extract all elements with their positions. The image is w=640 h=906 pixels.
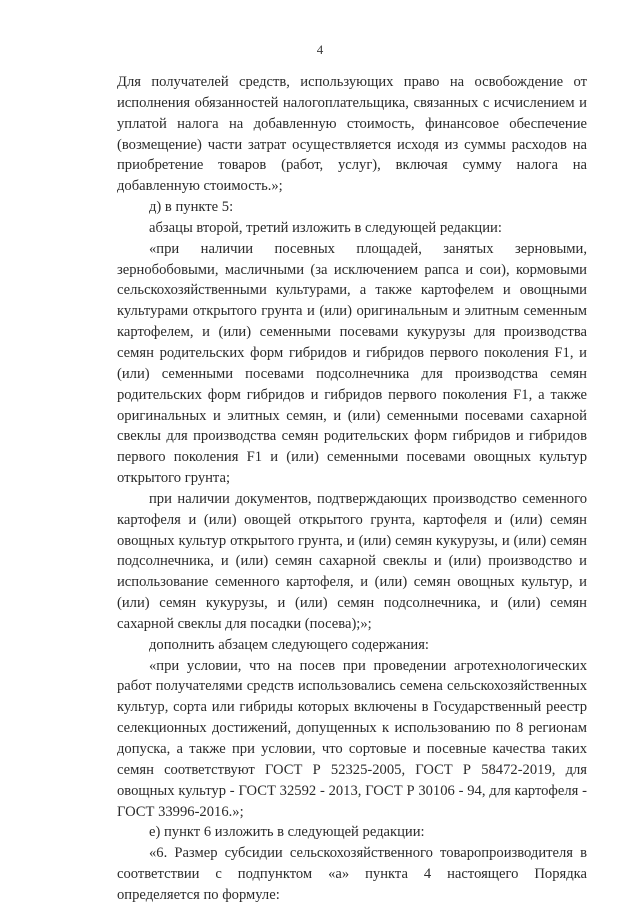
document-body <box>117 72 587 906</box>
paragraph-sowing-areas: «при наличии посевных площадей, занятых зерновыми, зернобобовыми, масличными (за исключением рапса и сои), кормовыми сельскохозяйственными культурами, а также картофелем и овощными культурами открытого грунта и (или) оригинальным и элитным семенным картофелем, и (или) семенными посевами кукурузы для производства семян родительских форм гибридов и гибридов первого поколения F1, и (или) семенными посевами подсолнечника для производства семян родительских форм гибридов и гибридов первого поколения F1, а также оригинальных и элитных семян, и (или) семенными посевами сахарной свеклы для производства семян родительских форм гибридов и гибридов первого поколения F1 и (или) семенными посевами овощных культур открытого грунта; <box>117 240 587 487</box>
paragraph-documents: при наличии документов, подтверждающих производство семенного картофеля и (или) овощей открытого грунта, картофеля и (или) семян овощных культур открытого грунта, и (или) семян кукурузы, и (или) семян подсолнечника, и (или) семян сахарной свеклы и (или) производство и использование семенного картофеля, и (или) семян овощных культур, и (или) семян кукурузы, и (или) семян подсолнечника, и (или) семян сахарной свеклы для посадки (посева);»; <box>117 490 587 632</box>
paragraph-seed-conditions: «при условии, что на посев при проведении агротехнологических работ получателями средств использовались семена сельскохозяйственных культур, сорта или гибриды которых включены в Государственный реестр селекционных достижений, допущенных к использованию по 8 регионам допуска, а также при условии, что сортовые и посевные качества таких семян соответствуют ГОСТ Р 52325-2005, ГОСТ Р 58472-2019, для овощных культур - ГОСТ 32592 - 2013, ГОСТ Р 30106 - 94, для картофеля - ГОСТ 33996-2016.»; <box>117 657 587 820</box>
paragraph-subsidy-formula: «6. Размер субсидии сельскохозяйственного товаропроизводителя в соответствии с подпунктом «а» пункта 4 настоящего Порядка определяется по формуле: <box>117 845 587 903</box>
paragraph-vat-exemption: Для получателей средств, использующих право на освобождение от исполнения обязанностей налогоплательщика, связанных с исчислением и уплатой налога на добавленную стоимость, финансовое обеспечение (возмещение) части затрат осуществляется исходя из суммы расходов на приобретение товаров (работ, услуг), включая сумму налога на добавленную стоимость.»; <box>117 74 587 195</box>
paragraph-subitem-e: е) пункт 6 изложить в следующей редакции: <box>149 824 425 841</box>
paragraph-subitem-d: д) в пункте 5: <box>149 199 234 216</box>
paragraph-abzatsy-intro: абзацы второй, третий изложить в следующей редакции: <box>149 219 502 236</box>
paragraph-supplement-intro: дополнить абзацем следующего содержания: <box>149 636 429 653</box>
page-number: 4 <box>316 42 324 57</box>
